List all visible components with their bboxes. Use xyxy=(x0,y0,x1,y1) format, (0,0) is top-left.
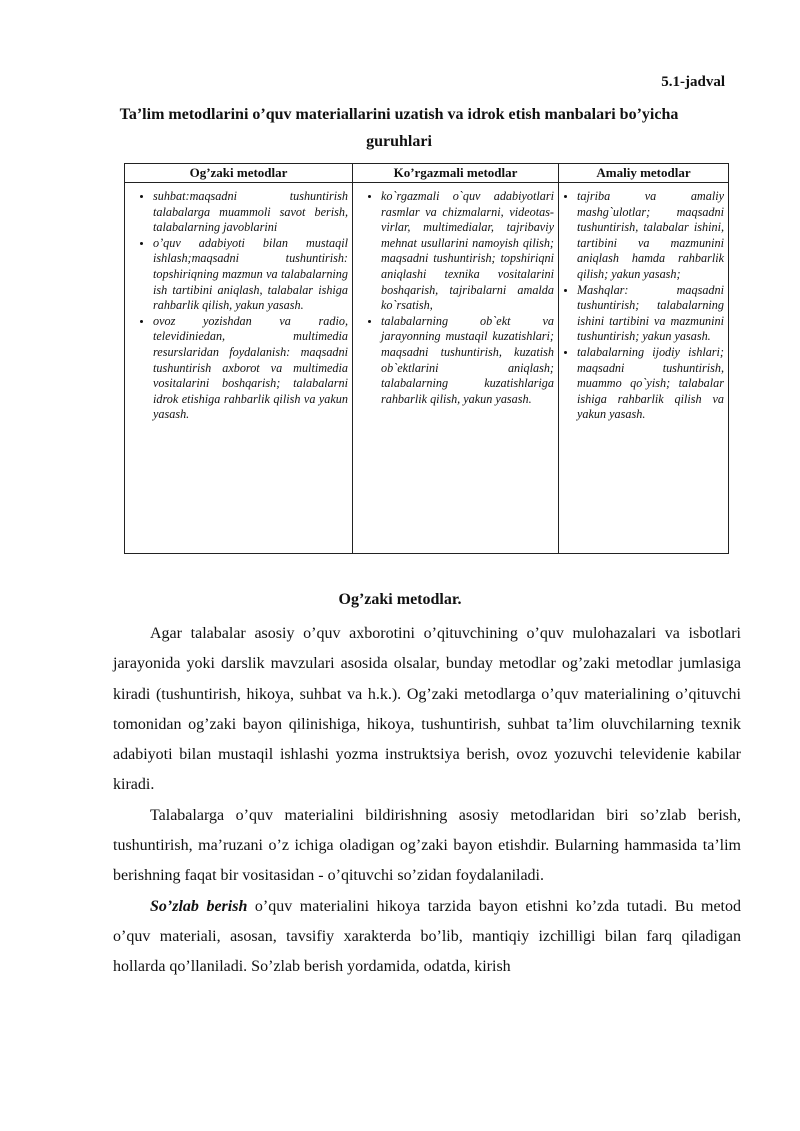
column-header: Ko’rgazmali metodlar xyxy=(353,164,559,183)
method-list xyxy=(563,189,724,423)
paragraph-text: o’quv materialini hikoya tarzida bayon etishni ko’zda tutadi. Bu metod o’quv materiali, asosan, tavsifiy xarakterda bo’lib, mantiqiy izchilligi bilan farq qiladigan hollarda qo’llaniladi. So’zlab berish yordamida, odatda, kirish xyxy=(113,897,742,976)
column-header: Og’zaki metodlar xyxy=(125,164,353,183)
table-cell-verbal xyxy=(125,183,353,554)
methods-table xyxy=(124,163,729,554)
table-cell-visual xyxy=(353,183,559,554)
list-item: • talabalarning ijodiy ishlari; maqsadni tushuntirish, muammo qo`yish; talabalar ishiga rahbarlik qilish va yakun yasash. xyxy=(577,345,724,423)
list-item: • suhbat:maqsadni tushuntirish talabalarga muammoli savot berish, talabalarning javoblarini xyxy=(153,189,348,236)
list-item: • tajriba va amaliy mashg`ulotlar; maqsadni tushuntirish, talabalar ishini, tartibini va mazmunini aniqlash hamda rahbarlik qilish; yakun yasash; xyxy=(577,189,724,283)
section-heading: Og’zaki metodlar. xyxy=(338,591,462,608)
list-item: • Mashqlar: maqsadni tushuntirish; talabalarning ishini tartibini va mazmunini tushuntirish; yakun yasash. xyxy=(577,283,724,345)
paragraph xyxy=(113,892,741,983)
list-item: • ko`rgazmali o`quv adabiyotlari rasmlar va chizmalarni, videotas-virlar, multimedialar, tajribaviy mehnat usullarini namoyish qilish; maqsadni tushuntirish; topshiriqni aniqlashi texnika vositalarini boshqarish, tajribalarni amalda ko`rsatish, xyxy=(381,189,554,314)
paragraph: Agar talabalar asosiy o’quv axborotini o’qituvchining o’quv mulohazalari va isbotlari jarayonida yoki darslik mavzulari asosida olsalar, bunday metodlar og’zaki metodlar jumlasiga kiradi (tushuntirish, hikoya, suhbat va h.k.). Og’zaki metodlarga o’quv materialining o’qituvchi tomonidan og’zaki bayon qilinishiga, hikoya, tushuntirish, suhbat ta’lim oluvchilarning texnik adabiyoti bilan mustaqil ishlashi yozma instruktsiya berish, ovoz yozuvchi televidenie kabilar kiradi. xyxy=(113,625,741,794)
list-item: • ovoz yozishdan va radio, televidiniedan, multimedia resurslaridan foydalanish: maqsadni tushuntirish axborot va multimedia vositalarini boshqarish; talabalarni idrok etishiga rahbarlik qilish va yakun yasash. xyxy=(153,314,348,423)
method-list xyxy=(357,189,554,407)
method-list xyxy=(129,189,348,423)
term-highlight: So’zlab berish xyxy=(150,897,248,915)
table-row xyxy=(125,183,729,554)
table-header-row xyxy=(125,164,729,183)
table-label: 5.1-jadval xyxy=(661,74,725,90)
table-title: Ta’lim metodlarini o’quv materiallarini uzatish va idrok etish manbalari bo’yicha guruhlari xyxy=(119,106,679,150)
column-header: Amaliy metodlar xyxy=(559,164,729,183)
list-item: • o’quv adabiyoti bilan mustaqil ishlash;maqsadni tushuntirish: topshiriqning mazmun va talabalarning ish tartibini aniqlash, talabalar ishiga rahbarlik qilish, yakun yasash. xyxy=(153,236,348,314)
table-cell-practical xyxy=(559,183,729,554)
body-text xyxy=(113,619,741,983)
list-item: • talabalarning ob`ekt va jarayonning mustaqil kuzatishlari; maqsadni tushuntirish, kuzatish ob`ektlarini aniqlash; talabalarning kuzatishlariga rahbarlik qilish, yakun yasash. xyxy=(381,314,554,408)
paragraph: Talabalarga o’quv materialini bildirishning asosiy metodlaridan biri so’zlab berish, tushuntirish, ma’ruzani o’z ichiga oladigan og’zaki bayon etishdir. Bularning hammasida ta’lim berishning faqat bir vositasidan - o’qituvchi so’zidan foydalaniladi. xyxy=(113,806,741,885)
